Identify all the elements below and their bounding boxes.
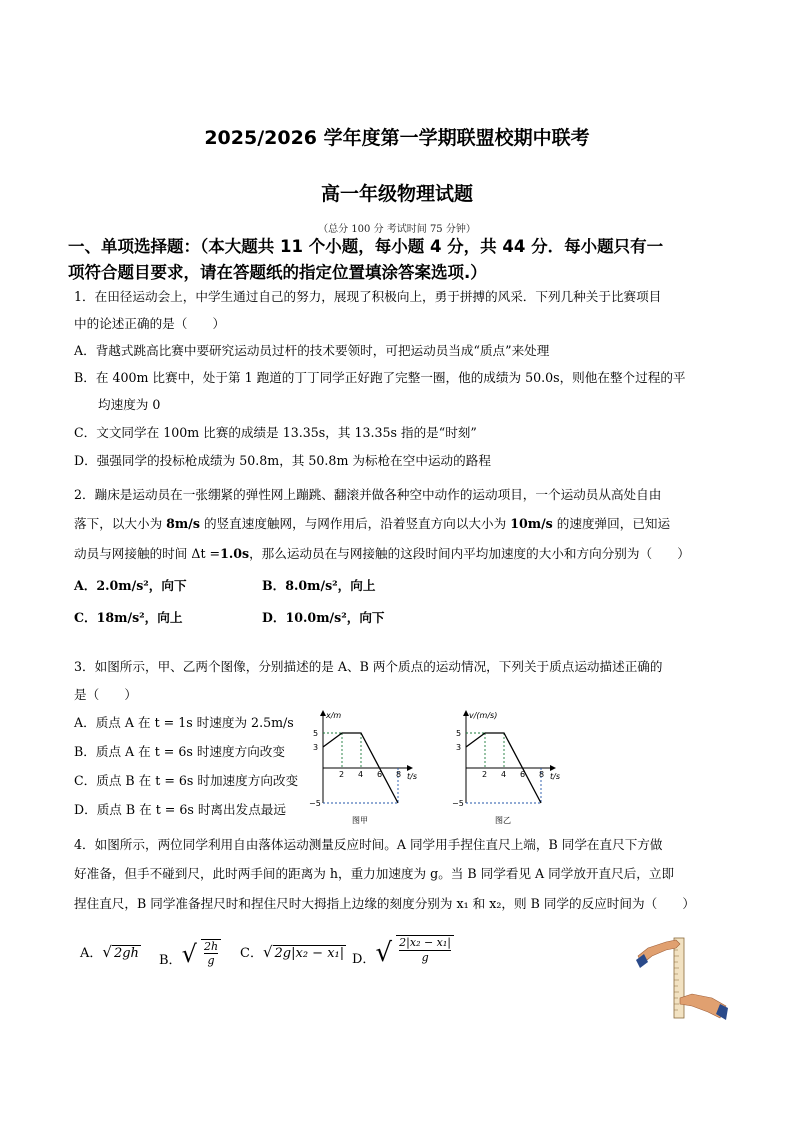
- q4-option-a-label: A．: [80, 946, 103, 961]
- section-heading-line2: 项符合题目要求，请在答题纸的指定位置填涂答案选项.）: [68, 263, 487, 282]
- q4-option-b-fraction: [201, 939, 221, 967]
- q4-option-d-fraction: [396, 935, 454, 965]
- graph-a-ytick-5: 5: [313, 729, 319, 738]
- ruler-hands-illustration: [636, 934, 728, 1026]
- q4-stem-line1: 4．如图所示，两位同学利用自由落体运动测量反应时间。A 同学用手捏住直尺上端，B 同学在直尺下方做: [74, 837, 663, 852]
- q4-option-c-expr: 2g|x₂ − x₁|: [274, 946, 345, 961]
- q4-option-b-label: B．: [159, 953, 182, 968]
- sqrt-symbol: √: [181, 940, 197, 968]
- graph-b-ytick-3: 3: [456, 743, 462, 752]
- q2-option-a: A．2.0m/s²，向下: [74, 578, 187, 593]
- graph-b-xtick-6: 6: [520, 770, 526, 779]
- q1-option-b-line1: B．在 400m 比赛中，处于第 1 跑道的丁丁同学正好跑了完整一圈，他的成绩为 50.0s，则他在整个过程的平: [74, 370, 686, 385]
- graph-a-x-label: t/s: [407, 772, 417, 781]
- paper-title: 高一年级物理试题: [320, 183, 473, 205]
- graph-a-y-label: x/m: [326, 711, 342, 720]
- q3-stem-line2: 是（ ）: [74, 687, 137, 702]
- q2-contact-time: 1.0s: [220, 546, 250, 561]
- graph-b-xtick-4: 4: [501, 770, 507, 779]
- q3-stem-line1: 3．如图所示，甲、乙两个图像，分别描述的是 A、B 两个质点的运动情况，下列关于质点运动描述正确的: [74, 659, 663, 674]
- q2-text: 落下，以大小为: [74, 516, 167, 531]
- q4-option-c: [240, 942, 346, 961]
- exam-info: （总分 100 分 考试时间 75 分钟）: [318, 224, 476, 235]
- sqrt-symbol: √: [262, 943, 273, 961]
- q2-speed-in: 8m/s: [166, 516, 200, 531]
- q1-stem-line1: 1．在田径运动会上，中学生通过自己的努力，展现了积极向上，勇于拼搏的风采．下列几种关于比赛项目: [74, 289, 662, 304]
- sqrt-symbol: √: [375, 938, 393, 968]
- section-heading: [68, 234, 728, 286]
- graph-b-vt: [446, 707, 566, 827]
- graph-a-xtick-2: 2: [339, 770, 345, 779]
- q1-option-a: A．背越式跳高比赛中要研究运动员过杆的技术要领时，可把运动员当成“质点”来处理: [74, 343, 550, 358]
- graph-a-xt: [308, 707, 428, 827]
- q4-option-b: [159, 934, 221, 967]
- graph-b-xtick-2: 2: [482, 770, 488, 779]
- q4-stem-line3: 捏住直尺，B 同学准备捏尺时和捏住尺时大拇指上边缘的刻度分别为 x₁ 和 x₂，则 B 同学的反应时间为（ ）: [74, 896, 695, 911]
- sqrt-symbol: √: [102, 943, 112, 961]
- q2-stem-line2: [74, 513, 670, 532]
- graph-a-xtick-8: 8: [396, 770, 402, 779]
- q4-stem-line2: 好准备，但手不碰到尺，此时两手间的距离为 h，重力加速度为 g。当 B 同学看见 A 同学放开直尺后，立即: [74, 866, 675, 881]
- q2-option-b: B．8.0m/s²，向上: [262, 578, 376, 593]
- q2-stem-line1: 2．蹦床是运动员在一张绷紧的弹性网上蹦跳、翻滚并做各种空中动作的运动项目，一个运动员从高处自由: [74, 487, 662, 502]
- q4-option-a: [80, 942, 141, 961]
- q1-option-b-line2: 均速度为 0: [98, 397, 161, 412]
- q1-stem-line2: 中的论述正确的是（ ）: [74, 316, 226, 331]
- graph-b-xtick-8: 8: [539, 770, 545, 779]
- q3-option-d: D．质点 B 在 t = 6s 时离出发点最远: [74, 802, 286, 817]
- q2-speed-out: 10m/s: [510, 516, 553, 531]
- graph-b-caption: 图乙: [495, 816, 511, 825]
- q3-option-c: C．质点 B 在 t = 6s 时加速度方向改变: [74, 773, 299, 788]
- graph-a-xtick-6: 6: [377, 770, 383, 779]
- q4-option-d-label: D．: [352, 952, 376, 967]
- q2-text: 的速度弹回，已知运: [552, 516, 671, 531]
- section-heading-line1: 一、单项选择题：（本大题共 11 个小题，每小题 4 分，共 44 分．每小题只有一: [68, 237, 664, 256]
- graph-b-y-label: v/(m/s): [469, 711, 498, 720]
- q4-option-d-denominator: g: [421, 950, 429, 964]
- graph-a-xtick-4: 4: [358, 770, 364, 779]
- q4-option-d: [352, 930, 454, 968]
- q2-text: 的竖直速度触网，与网作用后，沿着竖直方向以大小为: [199, 516, 511, 531]
- q2-text: ，那么运动员在与网接触的这段时间内平均加速度的大小和方向分别为（ ）: [249, 546, 690, 561]
- q2-stem-line3: [74, 543, 690, 562]
- q3-option-a: A．质点 A 在 t = 1s 时速度为 2.5m/s: [74, 715, 294, 730]
- q2-option-c: C．18m/s²，向上: [74, 610, 183, 625]
- graph-a-ytick-neg5: −5: [309, 799, 321, 808]
- q1-option-d: D．强强同学的投标枪成绩为 50.8m，其 50.8m 为标枪在空中运动的路程: [74, 453, 491, 468]
- q3-option-b: B．质点 A 在 t = 6s 时速度方向改变: [74, 744, 285, 759]
- q2-text: 动员与网接触的时间 Δt =: [74, 546, 221, 561]
- graph-b-x-label: t/s: [550, 772, 560, 781]
- graph-a-ytick-3: 3: [313, 743, 319, 752]
- q4-option-b-denominator: g: [207, 953, 215, 967]
- q4-option-d-numerator: 2|x₂ − x₁|: [399, 935, 452, 949]
- q1-option-c: C．文文同学在 100m 比赛的成绩是 13.35s，其 13.35s 指的是“时刻”: [74, 425, 477, 440]
- q2-option-d: D．10.0m/s²，向下: [262, 610, 385, 625]
- q4-option-c-label: C．: [240, 946, 263, 961]
- graph-a-caption: 图甲: [352, 816, 368, 825]
- q4-option-b-numerator: 2h: [204, 939, 219, 953]
- q4-option-a-expr: 2gh: [113, 946, 139, 961]
- exam-title: 2025/2026 学年度第一学期联盟校期中联考: [204, 127, 590, 149]
- graph-b-ytick-neg5: −5: [452, 799, 464, 808]
- graph-b-ytick-5: 5: [456, 729, 462, 738]
